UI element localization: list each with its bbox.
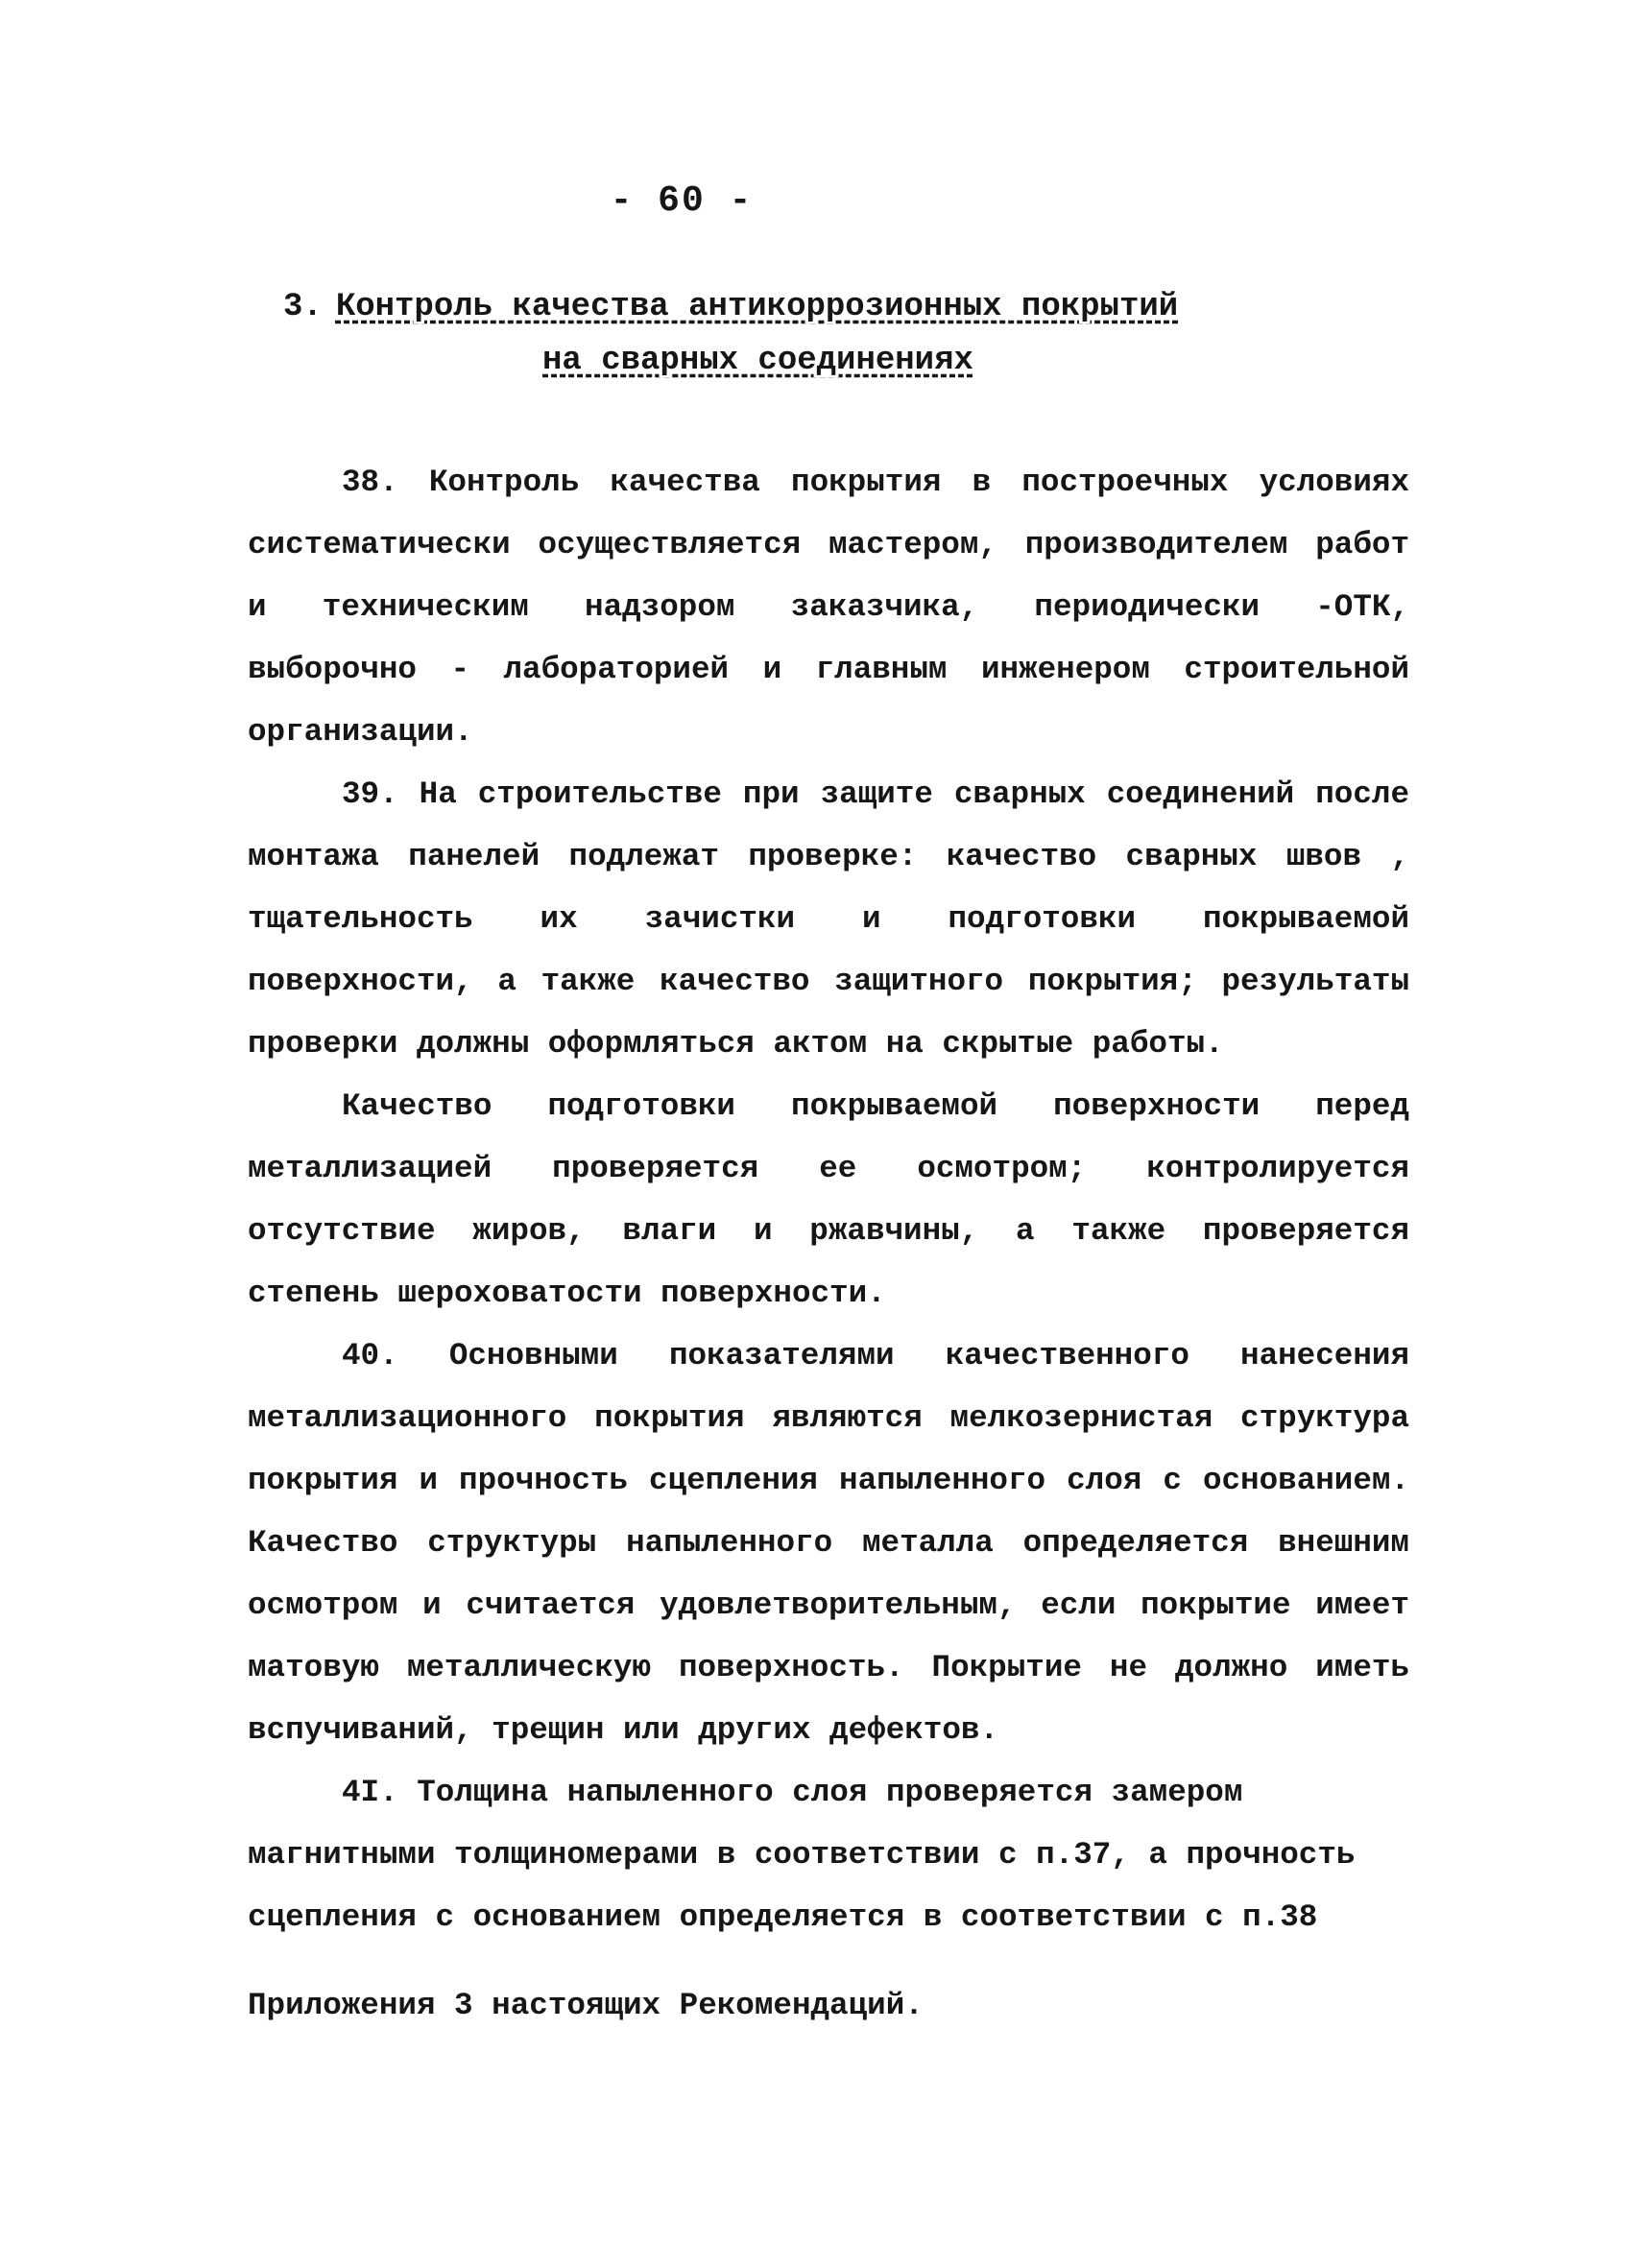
paragraph-40: 40. Основными показателями качественного нанесения металлизационного покрытия являются мелкозернистая структура покрытия и прочность сцепления напыленного слоя с основанием. Качество структуры напыленного металла определяется внешним осмотром и считается удовлетворительным, если покрытие имеет матовую металлическую поверхность. Покрытие не должно иметь вспучиваний, трещин или других дефектов. — [248, 1338, 1409, 1748]
paragraph-41: 4I. Толщина напыленного слоя проверяется замером магнитными толщиномерами в соответствии с п.37, а прочность сцепления с основанием определяется в соответствии с п.38 — [248, 1775, 1356, 1935]
section-title-line1: Контроль качества антикоррозионных покрытий — [335, 289, 1179, 325]
page-number: - 60 - — [610, 180, 754, 222]
paragraph-38: 38. Контроль качества покрытия в построечных условиях систематически осуществляется мастером, производителем работ и техническим надзором заказчика, периодически -ОТК, выборочно - лабораторией и главным инженером строительной организации. — [248, 465, 1409, 750]
paragraph-surface-quality: Качество подготовки покрываемой поверхности перед металлизацией проверяется ее осмотром; контролируется отсутствие жиров, влаги и ржавчины, а также проверяется степень шероховатости поверхности. — [248, 1088, 1409, 1311]
section-heading — [283, 280, 1387, 388]
paragraph-appendix-ref: Приложения 3 настоящих Рекомендаций. — [248, 1988, 924, 2023]
section-title-line2: на сварных соединениях — [542, 343, 973, 379]
section-number: 3. — [283, 289, 323, 325]
paragraph-39: 39. На строительстве при защите сварных соединений после монтажа панелей подлежат проверке: качество сварных швов , тщательность их зачистки и подготовки покрываемой поверхности, а также качество защитного покрытия; результаты проверки должны оформляться актом на скрытые работы. — [248, 776, 1409, 1062]
body-text — [248, 451, 1409, 2044]
